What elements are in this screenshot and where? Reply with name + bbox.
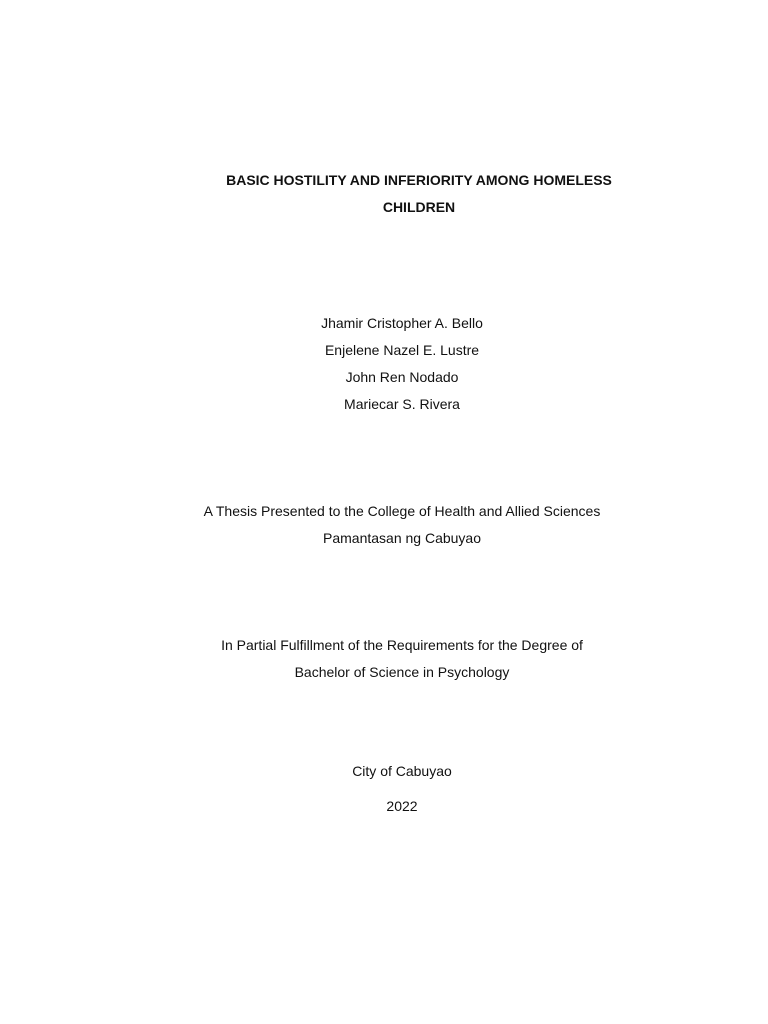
degree-name: Bachelor of Science in Psychology: [294, 664, 510, 680]
place: City of Cabuyao: [352, 763, 452, 779]
author-4: Mariecar S. Rivera: [344, 396, 460, 412]
presentation-line-1: A Thesis Presented to the College of Health and Allied Sciences: [203, 503, 601, 519]
author-3: John Ren Nodado: [345, 369, 459, 385]
year: 2022: [386, 798, 418, 814]
institution-name: Pamantasan ng Cabuyao: [323, 530, 481, 546]
author-1: Jhamir Cristopher A. Bello: [321, 315, 483, 331]
title-line-2: CHILDREN: [382, 199, 456, 215]
author-2: Enjelene Nazel E. Lustre: [324, 342, 480, 358]
title-line-1: BASIC HOSTILITY AND INFERIORITY AMONG HOMELESS: [226, 172, 612, 188]
fulfillment-line-1: In Partial Fulfillment of the Requirements for the Degree of: [221, 637, 583, 653]
